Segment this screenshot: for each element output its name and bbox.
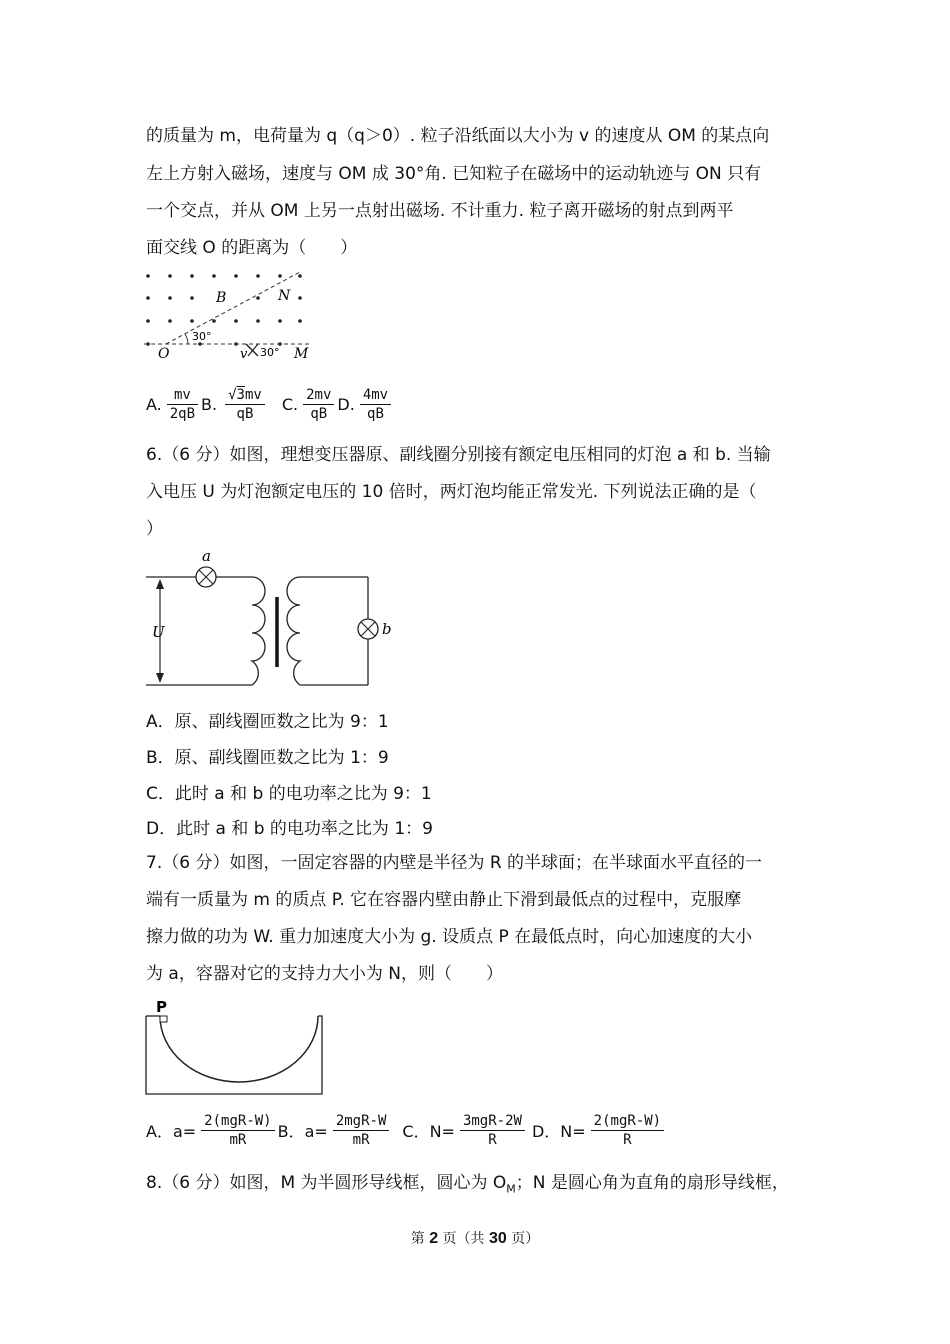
q5-option-c-den: qB [310,406,328,422]
q5-option-d-label: D. [337,395,355,414]
label-O: O [158,346,170,362]
q5-option-a-label: A. [146,395,162,414]
q8-subscript: M [506,1182,516,1196]
label-U: U [152,623,165,641]
q6-line-2: 入电压 U 为灯泡额定电压的 10 倍时，两灯泡均能正常发光. 下列说法正确的是（ [146,482,757,502]
field-dots [146,274,302,346]
q5-magnetic-field-figure [140,268,320,364]
q5-option-b-label: B. [201,395,218,414]
label-a: a [202,547,211,565]
label-b: b [382,620,392,638]
footer-middle: 页（共 [438,1231,489,1247]
q7-option-c-num: 3mgR-2W [460,1112,525,1131]
q7-option-a-den: mR [229,1132,247,1148]
q7-option-d-label: D．N= [531,1122,586,1141]
q7-hemisphere-figure [140,996,330,1098]
q5-option-d-num: 4mv [360,386,391,405]
q6-line-1: 6.（6 分）如图，理想变压器原、副线圈分别接有额定电压相同的灯泡 a 和 b. 当输 [146,445,771,465]
q7-line-4: 为 a，容器对它的支持力大小为 N，则（ ） [146,964,503,984]
q7-option-b-label: B．a= [277,1122,328,1141]
label-M: M [294,346,309,362]
angle-label-1: 30° [192,330,212,343]
q6-line-3: ） [146,519,163,539]
q7-option-b-fraction [333,1112,390,1149]
q7-option-a-label: A．a= [146,1122,197,1141]
q5-option-b-root: 3 [236,387,245,403]
label-N: N [278,288,291,304]
q7-option-d-fraction [591,1112,664,1149]
q7-options [146,1112,667,1149]
q7-line-2: 端有一质量为 m 的质点 P. 它在容器内壁由静止下滑到最低点的过程中，克服摩 [146,890,742,910]
q7-line-3: 擦力做的功为 W. 重力加速度大小为 g. 设质点 P 在最低点时，向心加速度的大小 [146,927,753,947]
sqrt-symbol: √ [228,387,237,403]
q5-option-a-fraction [167,386,198,423]
q7-option-b-num: 2mgR-W [333,1112,390,1131]
q7-option-d-den: R [623,1132,632,1148]
footer-total: 30 [489,1230,507,1247]
q6-option-b: B．原、副线圈匝数之比为 1：9 [146,748,389,768]
q7-option-c-label: C．N= [402,1122,455,1141]
q5-option-c-label: C. [281,395,299,414]
q7-option-c-fraction [460,1112,525,1149]
q7-option-d-num: 2(mgR-W) [591,1112,664,1131]
q5-option-b-den: qB [236,406,254,422]
q7-line-1: 7.（6 分）如图，一固定容器的内壁是半径为 R 的半球面；在半球面水平直径的一 [146,853,763,873]
label-P: P [156,998,167,1016]
q5-line-2: 左上方射入磁场，速度与 OM 成 30°角. 已知粒子在磁场中的运动轨迹与 ON 只有 [146,164,762,184]
angle-label-2: 30° [260,346,280,359]
q5-line-1: 的质量为 m，电荷量为 q（q＞0）. 粒子沿纸面以大小为 v 的速度从 OM 的某点向 [146,126,770,146]
label-v: v [240,347,248,362]
footer-suffix: 页） [506,1231,540,1247]
q5-line-4: 面交线 O 的距离为（ ） [146,238,358,258]
q6-option-a: A．原、副线圈匝数之比为 9：1 [146,712,389,732]
q6-option-d: D．此时 a 和 b 的电功率之比为 1：9 [146,819,433,839]
q5-option-a-den: 2qB [169,406,196,422]
q7-option-c-den: R [488,1132,497,1148]
footer-prefix: 第 [410,1231,430,1247]
q5-option-c-fraction [303,386,334,423]
q5-option-c-num: 2mv [303,386,334,405]
q6-option-c: C．此时 a 和 b 的电功率之比为 9：1 [146,784,432,804]
q6-transformer-figure [140,545,410,695]
q5-option-a-num: mv [167,386,198,405]
q7-option-a-num: 2(mgR-W) [201,1112,274,1131]
q8-line-end: ；N 是圆心角为直角的扇形导线框， [515,1173,789,1193]
q8-line-start: 8.（6 分）如图，M 为半圆形导线框，圆心为 O [146,1173,507,1193]
q5-option-d-fraction [360,386,391,423]
page-footer [0,1228,950,1248]
q8-line-1 [146,1171,789,1201]
footer-page: 2 [429,1230,439,1247]
label-B: B [216,290,227,306]
q7-option-a-fraction [201,1112,274,1149]
q5-option-b-num: mv [244,387,262,403]
q7-option-b-den: mR [352,1132,370,1148]
q5-option-b-fraction [225,386,265,423]
q5-options [146,386,394,423]
q5-option-d-den: qB [367,406,384,422]
q5-line-3: 一个交点，并从 OM 上另一点射出磁场. 不计重力. 粒子离开磁场的射点到两平 [146,201,734,221]
